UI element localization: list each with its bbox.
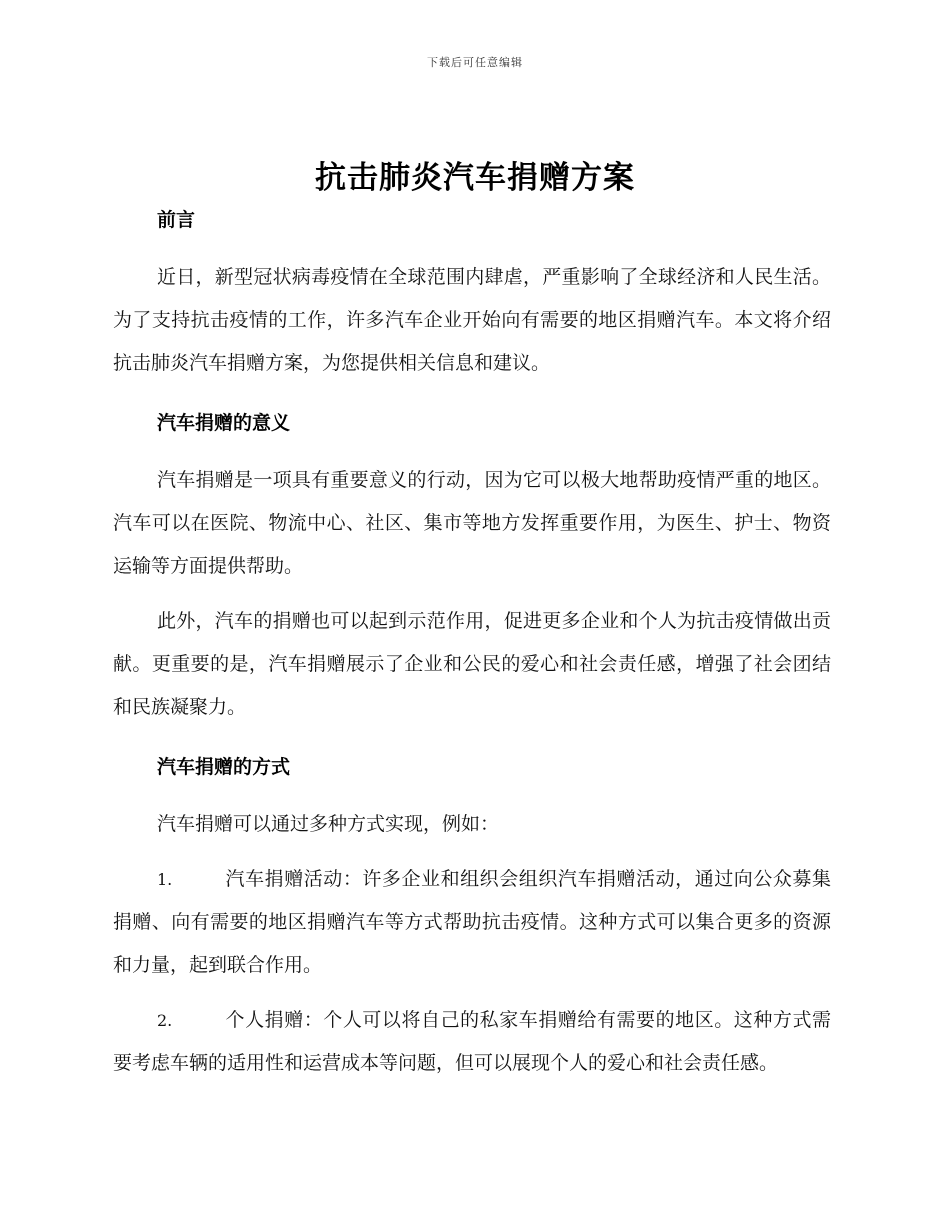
- header-note: 下载后可任意编辑: [427, 56, 523, 69]
- section-heading-preface: 前言: [157, 209, 196, 231]
- document-title: 抗击肺炎汽车捐赠方案: [315, 160, 635, 196]
- paragraph-significance-1: 汽车捐赠是一项具有重要意义的行动，因为它可以极大地帮助疫情严重的地区。汽车可以在医院、物流中心、社区、集市等地方发挥重要作用，为医生、护士、物资运输等方面提供帮助。: [113, 469, 831, 577]
- paragraph-significance-2: 此外，汽车的捐赠也可以起到示范作用，促进更多企业和个人为抗击疫情做出贡献。更重要的是，汽车捐赠展示了企业和公民的爱心和社会责任感，增强了社会团结和民族凝聚力。: [113, 610, 831, 718]
- list-item: [113, 999, 831, 1085]
- document-body: [113, 204, 831, 1085]
- list-item-text: 个人捐赠：个人可以将自己的私家车捐赠给有需要的地区。这种方式需要考虑车辆的适用性和运营成本等问题，但可以展现个人的爱心和社会责任感。: [113, 1009, 831, 1074]
- list-item-text: 汽车捐赠活动：许多企业和组织会组织汽车捐赠活动，通过向公众募集捐赠、向有需要的地区捐赠汽车等方式帮助抗击疫情。这种方式可以集合更多的资源和力量，起到联合作用。: [113, 868, 831, 976]
- paragraph-preface: 近日，新型冠状病毒疫情在全球范围内肆虐，严重影响了全球经济和人民生活。为了支持抗击疫情的工作，许多汽车企业开始向有需要的地区捐赠汽车。本文将介绍抗击肺炎汽车捐赠方案，为您提供相关信息和建议。: [113, 266, 831, 374]
- paragraph-methods-intro: 汽车捐赠可以通过多种方式实现，例如：: [157, 813, 500, 835]
- section-heading-methods: 汽车捐赠的方式: [157, 756, 291, 778]
- list-item: [113, 858, 831, 987]
- list-item-number: 2.: [157, 1011, 173, 1030]
- list-item-number: 1.: [157, 870, 173, 889]
- section-heading-significance: 汽车捐赠的意义: [157, 412, 291, 434]
